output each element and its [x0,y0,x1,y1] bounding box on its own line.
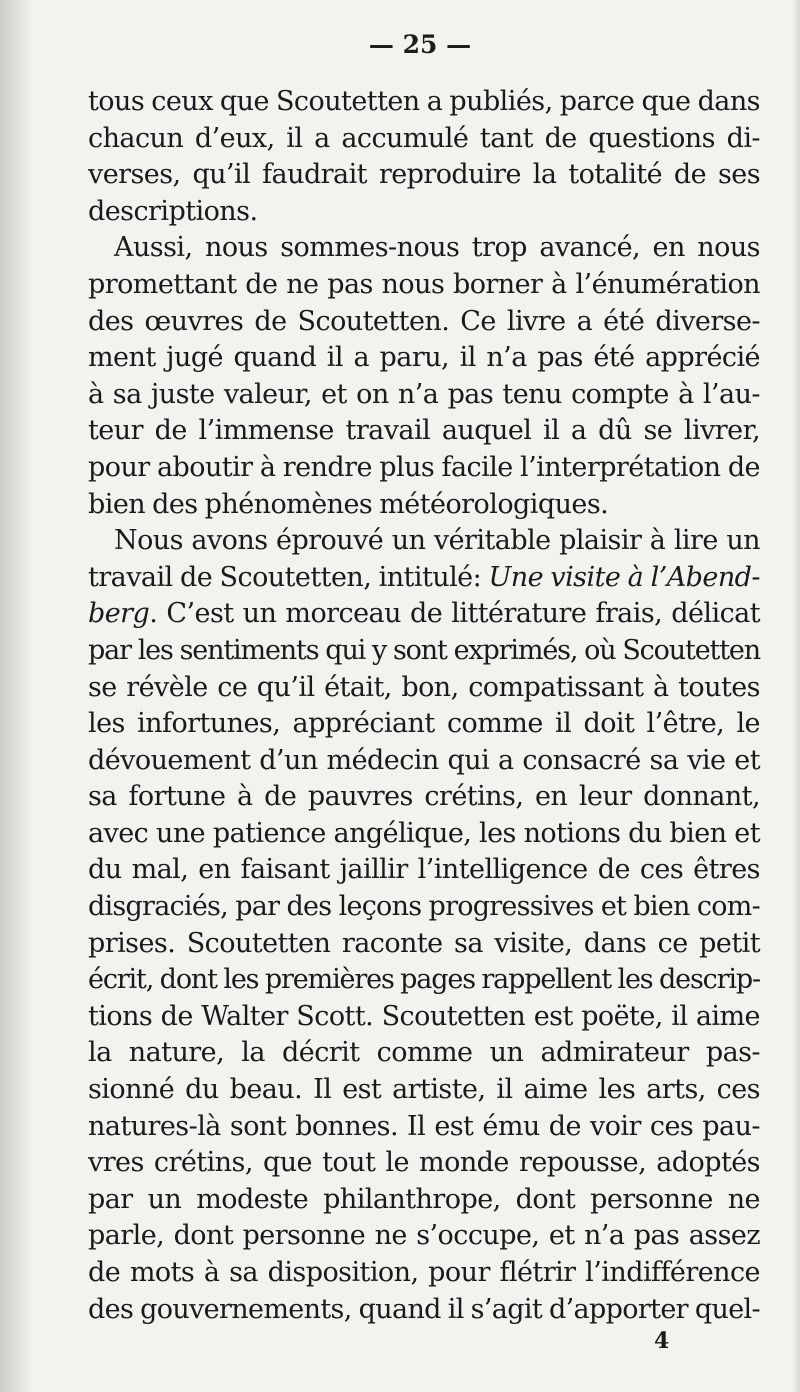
text-line: se révèle ce qu’il était, bon, compatissant à toutes [88,671,760,703]
text-line: du mal, en faisant jaillir l’intelligence de ces êtres [88,854,760,886]
text-line: dévouement d’un médecin qui a consacré sa vie et [88,744,760,776]
text-line: vres crétins, que tout le monde repousse, adoptés [88,1147,760,1179]
text-line: teur de l’immense travail auquel il a dû se livrer, [88,415,760,447]
text-line: tions de Walter Scott. Scoutetten est poëte, il aime [88,1000,760,1032]
text-segment: . C’est un morceau de littérature frais, délicat [149,598,760,630]
text-line: Nous avons éprouvé un véritable plaisir à lire un [114,525,760,557]
text-line [88,560,760,597]
text-line: à sa juste valeur, et on n’a pas tenu compte à l’au- [88,378,760,410]
text-line: ment jugé quand il a paru, il n’a pas été apprécié [88,342,760,374]
text-line: des gouvernements, quand il s’agit d’apporter quel- [88,1293,761,1325]
text-line: sa fortune à de pauvres crétins, en leur donnant, [88,781,760,813]
italic-title: berg [88,598,150,630]
text-line: promettant de ne pas nous borner à l’énumération [88,268,760,300]
text-line: bien des phénomènes météorologiques. [88,488,609,520]
page-header: — 25 — [368,30,472,59]
text-segment: travail de Scoutetten, intitulé: [88,561,489,593]
text-line: écrit, dont les premières pages rappellent les descrip- [88,964,760,996]
text-line: avec une patience angélique, les notions du bien et [88,817,760,849]
signature-mark: 4 [654,1328,670,1354]
body-text [88,84,760,1328]
text-line: descriptions. [88,195,258,227]
text-line: les infortunes, appréciant comme il doit l’être, le [88,708,760,740]
text-line: parle, dont personne ne s’occupe, et n’a pas assez [88,1220,760,1252]
text-line: verses, qu’il faudrait reproduire la totalité de ses [88,159,760,191]
text-line: disgraciés, par des leçons progressives et bien com- [88,891,760,923]
text-line: par un modeste philanthrope, dont personne ne [88,1183,760,1215]
text-line: par les sentiments qui y sont exprimés, où Scoutetten [88,634,760,666]
text-line: tous ceux que Scoutetten a publiés, parce que dans [88,86,760,117]
text-line: natures-là sont bonnes. Il est ému de voir ces pau- [88,1110,760,1142]
text-line: de mots à sa disposition, pour flétrir l’indifférence [88,1257,760,1288]
text-line: prises. Scoutetten raconte sa visite, dans ce petit [88,927,760,959]
text-line: sionné du beau. Il est artiste, il aime les arts, ces [88,1074,760,1106]
text-line: la nature, la décrit comme un admirateur pas- [88,1037,760,1069]
text-line: Aussi, nous sommes-nous trop avancé, en nous [114,232,760,264]
text-line [88,596,760,633]
text-line: des œuvres de Scoutetten. Ce livre a été diverse- [88,305,760,337]
text-line: pour aboutir à rendre plus facile l’interprétation de [88,451,760,483]
italic-title: Une visite à l’Abend- [488,561,760,593]
text-line: chacun d’eux, il a accumulé tant de questions di- [88,122,760,154]
